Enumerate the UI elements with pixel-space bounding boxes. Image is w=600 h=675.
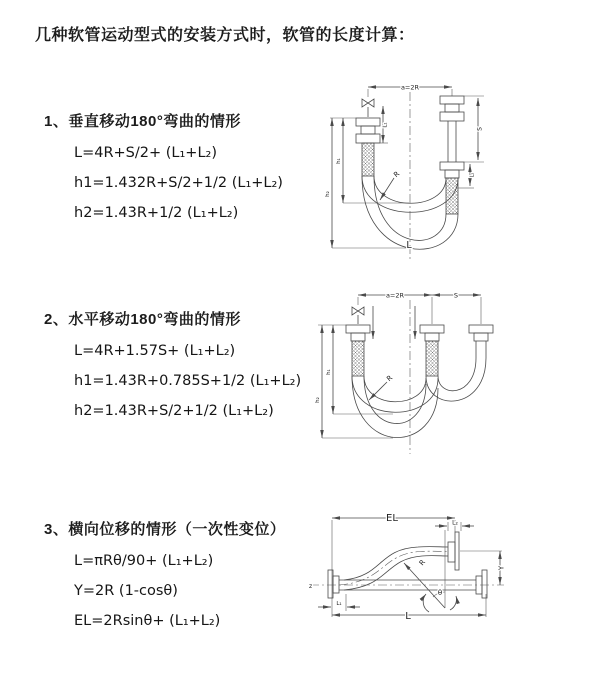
section-3	[44, 518, 285, 636]
section-1-heading: 1、垂直移动180°弯曲的情形	[44, 113, 241, 130]
dim-label-l1: L₁	[382, 122, 389, 128]
dim-label-a2r: a=2R	[385, 291, 405, 300]
dim-label-h2: h₂	[325, 191, 331, 197]
braided-hose	[426, 341, 438, 376]
angle-swing-arrow	[423, 594, 429, 612]
dim-label-s: S	[476, 127, 484, 131]
radius-label: R	[385, 373, 395, 384]
radius-label: R	[417, 558, 428, 568]
dim-label-h1: h₁	[326, 369, 332, 375]
dim-label-l1: L₁	[336, 601, 342, 607]
dim-label-l2: L₂	[469, 172, 476, 178]
section-2-formula-h1: h1=1.43R+0.785S+1/2 (L₁+L₂)	[74, 373, 302, 389]
angle-label: θ	[437, 589, 443, 597]
section-3-heading: 3、横向位移的情形（一次性变位）	[44, 521, 286, 538]
section-3-formula-EL: EL=2Rsinθ+ (L₁+L₂)	[74, 613, 221, 629]
section-2	[44, 308, 301, 426]
diagram-1-vertical-180-bend	[306, 76, 558, 268]
section-3-formula-Y: Y=2R (1-cosθ)	[74, 583, 178, 599]
length-label: L	[405, 611, 411, 622]
left-fitting	[346, 325, 370, 376]
braided-hose	[362, 143, 374, 176]
doc-title: 几种软管运动型式的安装方式时，软管的长度计算：	[35, 27, 415, 44]
dim-label-h1: h₁	[336, 158, 342, 164]
diagram-2-horizontal-180-bend	[303, 286, 588, 464]
radius-leader	[404, 563, 445, 608]
angle-swing-arrow	[450, 596, 456, 610]
section-2-heading: 2、水平移动180°弯曲的情形	[44, 311, 241, 328]
radius-label: R	[392, 169, 402, 180]
radius-leader	[369, 382, 387, 400]
dim-label-l2: L₂	[452, 519, 458, 527]
section-1-formula-h1: h1=1.432R+S/2+1/2 (L₁+L₂)	[74, 175, 283, 191]
dim-label-el: EL	[386, 513, 398, 524]
section-1-formula-L: L=4R+S/2+ (L₁+L₂)	[74, 145, 217, 161]
centerline-mark: z	[309, 583, 313, 590]
right-fitting-upper	[440, 96, 464, 162]
section-3-formula-L: L=πRθ/90+ (L₁+L₂)	[74, 553, 214, 569]
radius-leader	[380, 178, 394, 200]
braided-hose	[352, 341, 364, 376]
right-flange	[476, 570, 487, 598]
right-fitting-shifted	[469, 325, 493, 358]
section-2-formula-L: L=4R+1.57S+ (L₁+L₂)	[74, 343, 236, 359]
valve-icon	[352, 307, 364, 324]
valve-icon	[362, 99, 374, 117]
left-fitting	[356, 118, 380, 176]
dim-label-a2r: a=2R	[400, 83, 420, 92]
dim-label-y: Y	[497, 565, 506, 571]
dim-label-h2: h₂	[315, 397, 321, 403]
middle-fitting	[420, 325, 444, 376]
diagram-3-lateral-displacement	[298, 502, 513, 650]
hose-u-bend	[352, 373, 438, 438]
displaced-flange	[448, 532, 459, 570]
s-curve-hose	[339, 547, 448, 590]
left-flange	[328, 570, 339, 598]
section-2-formula-h2: h2=1.43R+S/2+1/2 (L₁+L₂)	[74, 403, 274, 419]
length-label: L	[406, 240, 412, 251]
dim-label-s: S	[453, 291, 459, 300]
section-1-formula-h2: h2=1.43R+1/2 (L₁+L₂)	[74, 205, 239, 221]
section-1	[44, 110, 283, 228]
